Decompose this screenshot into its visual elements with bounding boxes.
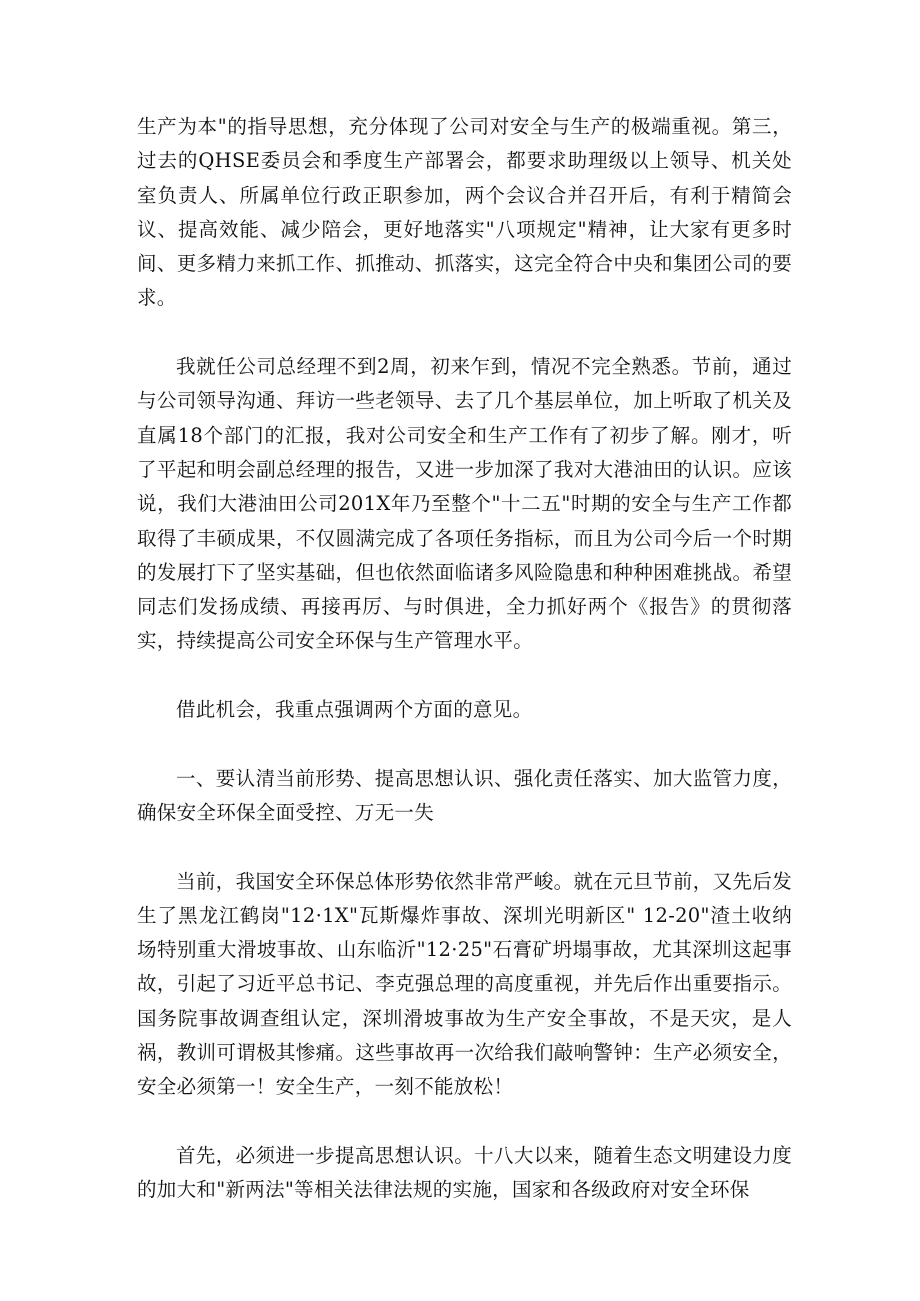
section-heading-one: 一、要认清当前形势、提高思想认识、强化责任落实、加大监管力度，确保安全环保全面受控、万无一失 [137,766,792,824]
paragraph-first-point: 首先，必须进一步提高思想认识。十八大以来，随着生态文明建设力度的加大和"新两法"等相关法律法规的实施，国家和各级政府对安全环保 [137,1143,792,1202]
paragraph-continuation: 生产为本"的指导思想，充分体现了公司对安全与生产的极端重视。第三，过去的QHSE委员会和季度生产部署会，都要求助理级以上领导、机关处室负责人、所属单位行政正职参加，两个会议合并召开后，有利于精简会议、提高效能、减少陪会，更好地落实"八项规定"精神，让大家有更多时间、更多精力来抓工作、抓推动、抓落实，这完全符合中央和集团公司的要求。 [137,115,792,310]
document-body [137,110,792,1242]
paragraph-transition: 借此机会，我重点强调两个方面的意见。 [176,698,533,722]
paragraph-situation: 当前，我国安全环保总体形势依然非常严峻。就在元旦节前，又先后发生了黑龙江鹤岗"12·1X"瓦斯爆炸事故、深圳光明新区" 12-20"渣土收纳场特别重大滑坡事故、山东临沂"12·25"石膏矿坍塌事故，尤其深圳这起事故，引起了习近平总书记、李克强总理的高度重视，并先后作出重要指示。国务院事故调查组认定，深圳滑坡事故为生产安全事故，不是天灾，是人祸，教训可谓极其惨痛。这些事故再一次给我们敲响警钟：生产必须安全，安全必须第一！安全生产，一刻不能放松！ [137,869,792,1099]
paragraph-introduction: 我就任公司总经理不到2周，初来乍到，情况不完全熟悉。节前，通过与公司领导沟通、拜访一些老领导、去了几个基层单位，加上听取了机关及直属18个部门的汇报，我对公司安全和生产工作有了初步了解。刚才，听了平起和明会副总经理的报告，又进一步加深了我对大港油田的认识。应该说，我们大港油田公司201X年乃至整个"十二五"时期的安全与生产工作都取得了丰硕成果，不仅圆满完成了各项任务指标，而且为公司今后一个时期的发展打下了坚实基础，但也依然面临诸多风险隐患和种种困难挑战。希望同志们发扬成绩、再接再厉、与时俱进，全力抓好两个《报告》的贯彻落实，持续提高公司安全环保与生产管理水平。 [137,355,792,653]
